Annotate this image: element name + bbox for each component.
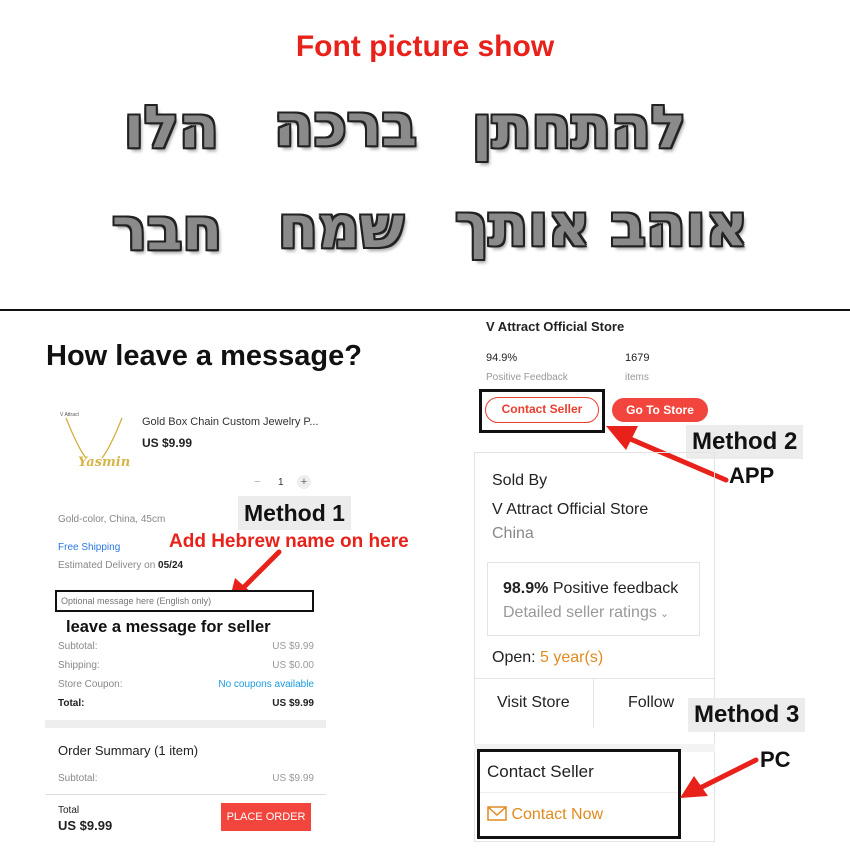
subtotal-label: Subtotal:	[58, 641, 98, 652]
method1-tag: Method 1	[238, 496, 351, 530]
product-price: US $9.99	[142, 436, 193, 450]
detailed-ratings-link[interactable]	[503, 604, 669, 622]
shipping-label: Shipping:	[58, 660, 100, 671]
footer-total-label: Total	[58, 805, 80, 816]
rating-percent: 98.9%	[503, 580, 549, 597]
store-name[interactable]: V Attract Official Store	[486, 319, 625, 334]
necklace-icon	[58, 408, 130, 472]
store-coupon-value[interactable]: No coupons available	[218, 679, 314, 690]
follow-button[interactable]: Follow	[628, 694, 675, 711]
qty-plus-button[interactable]: +	[297, 475, 311, 489]
pc-label: PC	[760, 747, 791, 772]
store-country: China	[492, 525, 534, 542]
open-years	[492, 649, 603, 667]
contact-now-label: Contact Now	[511, 806, 604, 823]
qty-value[interactable]: 1	[278, 477, 284, 488]
delivery-prefix: Estimated Delivery on	[58, 560, 159, 571]
product-variant: Gold-color, China, 45cm	[58, 514, 166, 525]
leave-message-caption: leave a message for seller	[66, 618, 271, 636]
chevron-down-icon: ⌄	[656, 608, 670, 620]
hebrew-word-6: אוהב אותך	[455, 191, 748, 259]
hebrew-word-5: שמח	[278, 193, 404, 261]
visit-store-button[interactable]: Visit Store	[497, 694, 570, 711]
rating-line	[503, 580, 678, 598]
contact-now-button[interactable]	[487, 806, 603, 824]
product-image[interactable]	[58, 408, 130, 472]
order-summary-title: Order Summary (1 item)	[58, 743, 199, 758]
open-years-value: 5 year(s)	[540, 649, 604, 666]
svg-text:V Attract: V Attract	[60, 412, 79, 418]
footer-total-value: US $9.99	[58, 818, 113, 833]
total-value: US $9.99	[272, 698, 314, 709]
envelope-icon	[487, 806, 507, 821]
quantity-stepper	[252, 476, 314, 492]
contact-seller-title: Contact Seller	[487, 762, 594, 781]
store-coupon-label: Store Coupon:	[58, 679, 123, 690]
contact-seller-button[interactable]: Contact Seller	[485, 397, 599, 423]
sold-by-store[interactable]: V Attract Official Store	[492, 501, 649, 518]
open-label: Open:	[492, 649, 541, 666]
summary-subtotal-label: Subtotal:	[58, 773, 98, 784]
product-name[interactable]: Gold Box Chain Custom Jewelry P...	[142, 416, 319, 428]
divider	[593, 678, 594, 728]
shipping-value: US $0.00	[272, 660, 314, 671]
hebrew-word-4: חבר	[112, 195, 223, 263]
items-label: items	[625, 372, 649, 383]
seller-message-input[interactable]	[55, 590, 314, 612]
sold-by-label: Sold By	[492, 472, 548, 489]
free-shipping-label: Free Shipping	[58, 542, 121, 553]
feedback-label: Positive Feedback	[486, 372, 568, 383]
summary-subtotal-value: US $9.99	[272, 773, 314, 784]
total-label: Total:	[58, 698, 85, 709]
divider	[45, 794, 326, 795]
delivery-date: 05/24	[158, 560, 184, 571]
arrow-method3-icon	[678, 754, 762, 802]
estimated-delivery	[58, 560, 183, 571]
go-to-store-button[interactable]: Go To Store	[612, 398, 708, 422]
hebrew-word-2: ברכה	[274, 91, 417, 159]
subtotal-value: US $9.99	[272, 641, 314, 652]
detailed-ratings-label: Detailed seller ratings	[503, 604, 657, 621]
method3-tag: Method 3	[688, 698, 805, 732]
rating-label: Positive feedback	[552, 580, 679, 597]
how-to-title: How leave a message?	[46, 340, 362, 372]
separator	[45, 720, 326, 728]
qty-minus-button[interactable]: −	[254, 476, 261, 488]
method2-tag: Method 2	[686, 425, 803, 459]
place-order-button[interactable]: PLACE ORDER	[221, 803, 311, 831]
hebrew-word-1: הלו	[124, 93, 219, 161]
method1-hint: Add Hebrew name on here	[169, 531, 409, 552]
rating-box	[487, 562, 700, 636]
divider	[474, 678, 715, 679]
feedback-percent: 94.9%	[486, 352, 518, 364]
divider	[480, 792, 678, 793]
necklace-name-text: Yasmin	[78, 455, 130, 470]
hebrew-word-3: להתחתן	[472, 93, 686, 161]
app-label: APP	[729, 463, 775, 488]
items-count: 1679	[625, 352, 650, 364]
font-show-title: Font picture show	[295, 30, 555, 63]
section-divider	[0, 309, 850, 311]
